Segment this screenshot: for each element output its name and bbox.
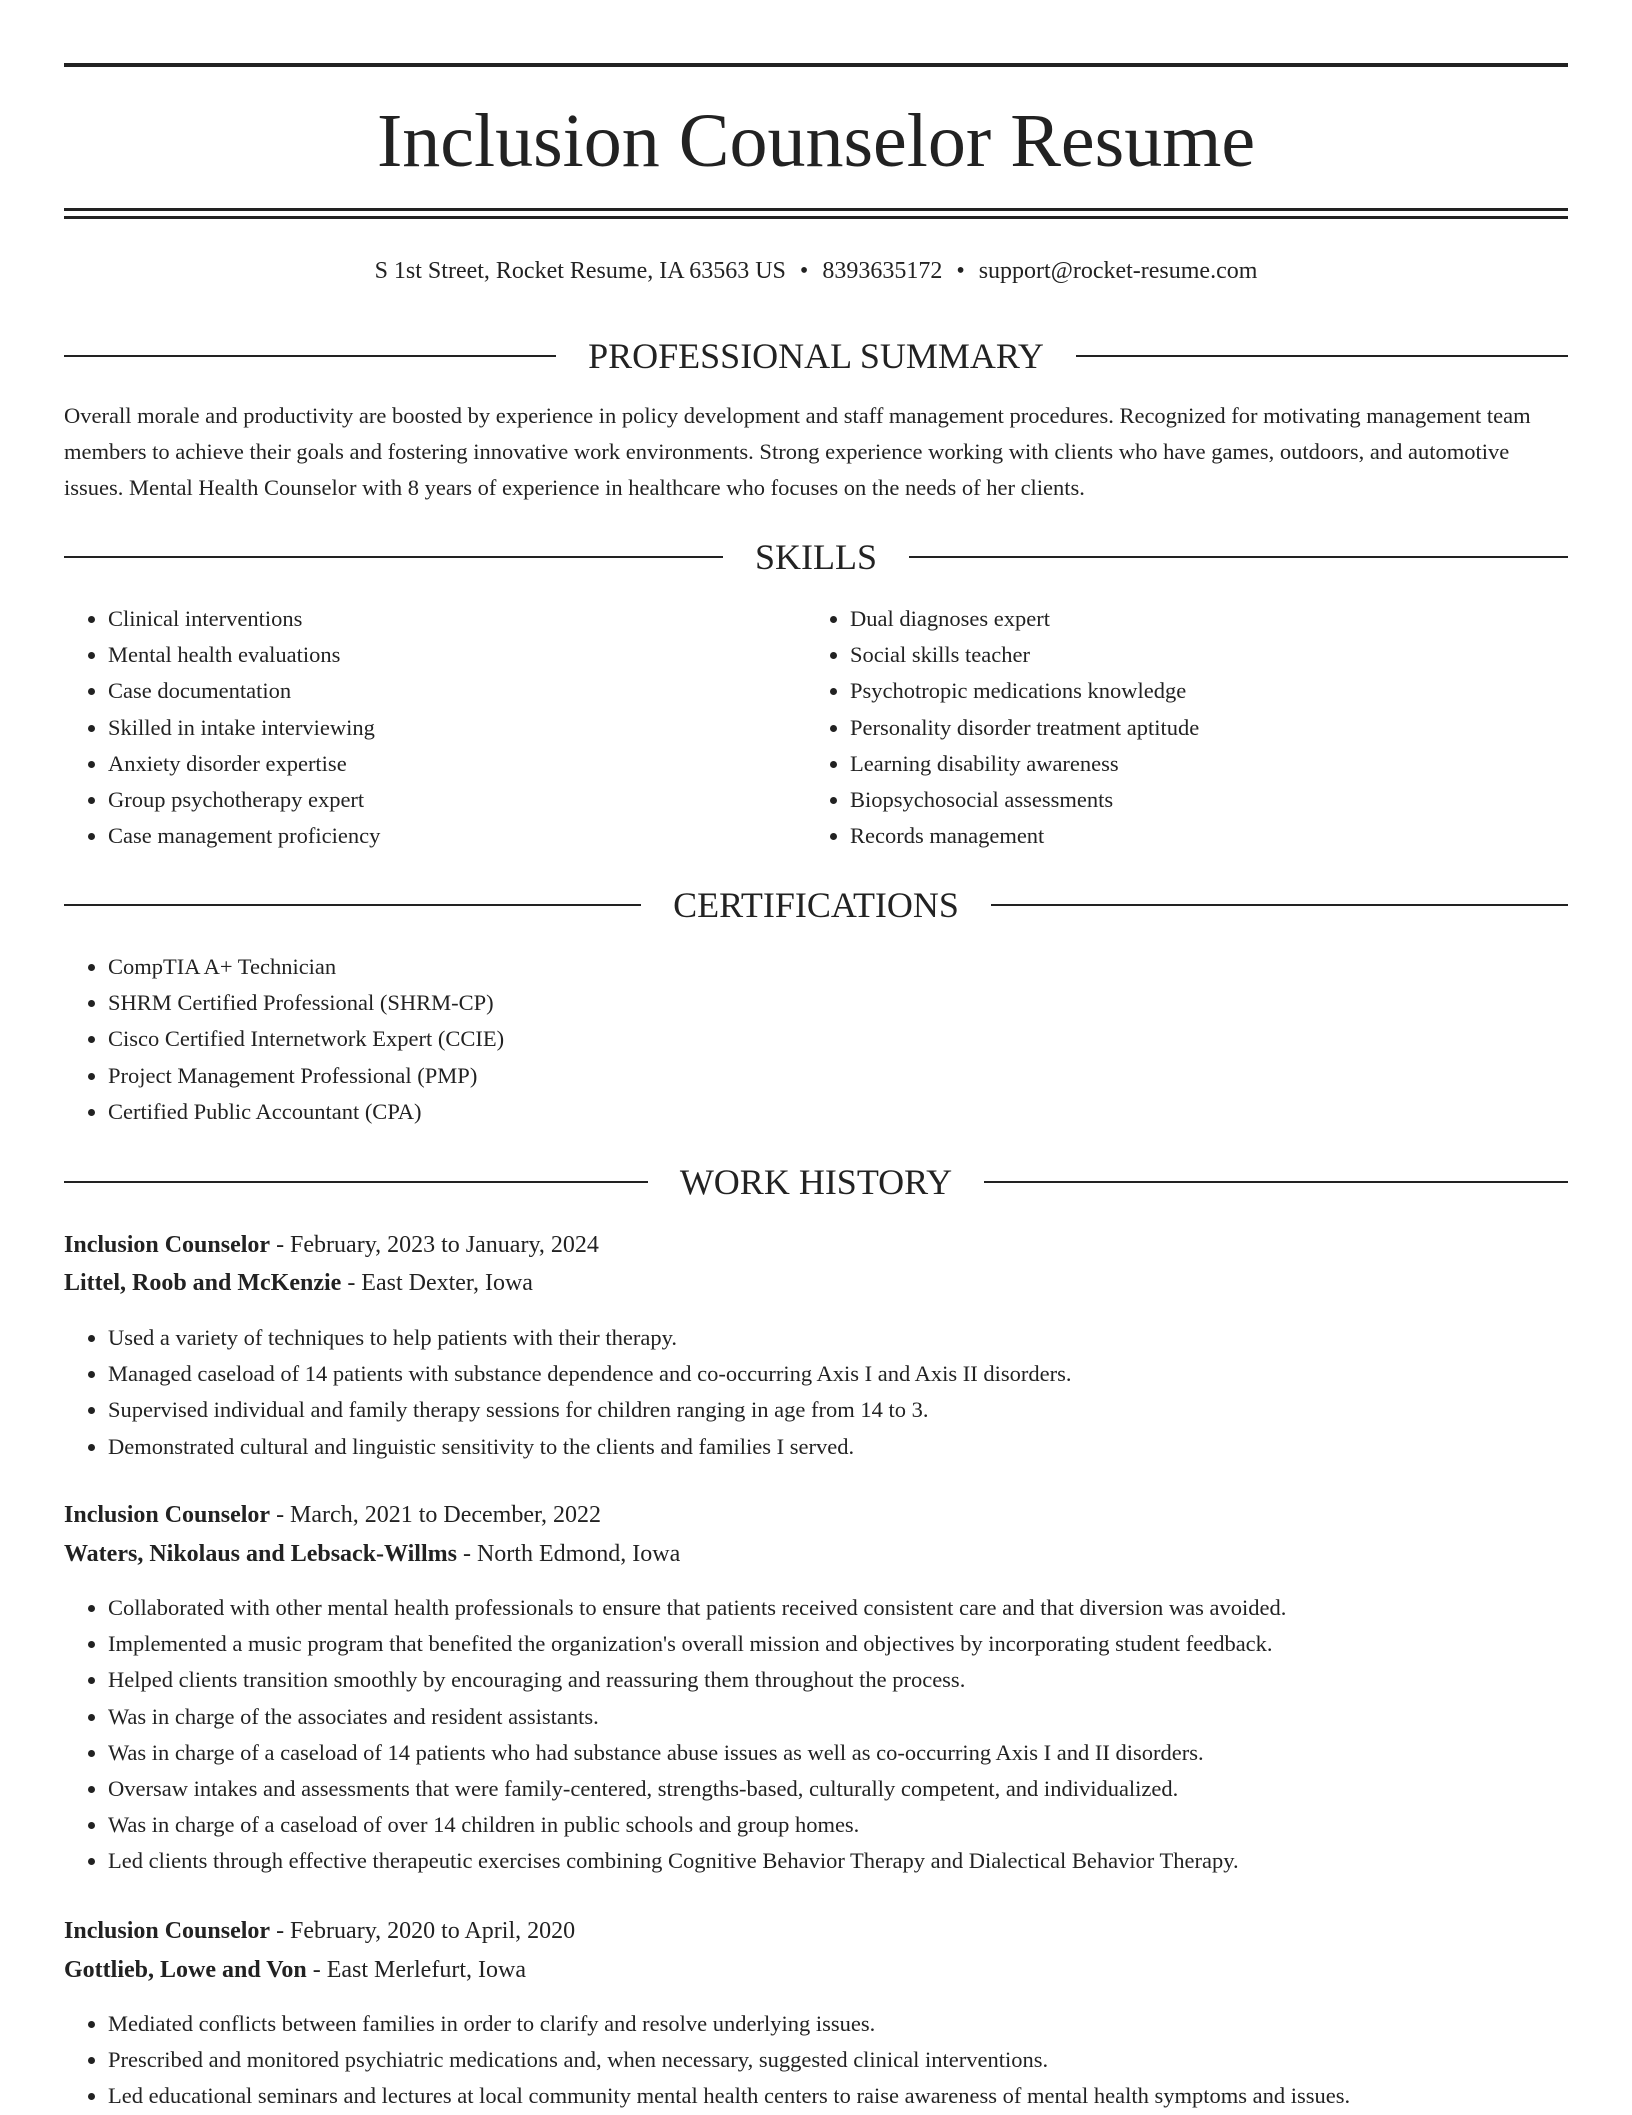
job-title: Inclusion Counselor <box>64 1232 271 1258</box>
title-underline-thick <box>64 208 1568 211</box>
list-item: • Oversaw intakes and assessments that were family-centered, strengths-based, culturally competent, and individualized. <box>108 1771 1608 1807</box>
list-item: • Prescribed and monitored psychiatric medications and, when necessary, suggested clinical interventions. <box>108 2042 1608 2078</box>
job-location: - North Edmond, Iowa <box>456 1541 681 1567</box>
heading-rule-right <box>909 556 1568 558</box>
contact-separator: • <box>956 258 965 284</box>
job-company: Gottlieb, Lowe and Von <box>64 1957 307 1983</box>
list-item: • Cisco Certified Internetwork Expert (CCIE) <box>108 1021 1608 1057</box>
list-item: • Case documentation <box>108 673 788 709</box>
work-history-heading-text: WORK HISTORY <box>679 1162 953 1202</box>
job-title: Inclusion Counselor <box>64 1502 271 1528</box>
list-item: • Group psychotherapy expert <box>108 782 788 818</box>
certifications-heading <box>64 885 1568 925</box>
list-item: • Case management proficiency <box>108 818 788 854</box>
list-item: • SHRM Certified Professional (SHRM-CP) <box>108 985 1608 1021</box>
list-item: • Implemented a music program that benefited the organization's overall mission and objectives by incorporating student feedback. <box>108 1626 1608 1662</box>
contact-email: support@rocket-resume.com <box>978 258 1258 284</box>
heading-rule-left <box>64 1181 648 1183</box>
contact-separator: • <box>799 258 809 284</box>
list-item: • Was in charge of a caseload of over 14 children in public schools and group homes. <box>108 1807 1608 1843</box>
heading-rule-right <box>1076 355 1568 357</box>
top-rule <box>64 63 1568 67</box>
summary-heading-text: PROFESSIONAL SUMMARY <box>588 336 1044 376</box>
contact-phone: 8393635172 <box>822 258 943 284</box>
skills-list-right <box>806 601 1610 854</box>
list-item: • Helped clients transition smoothly by encouraging and reassuring them throughout the process. <box>108 1662 1608 1698</box>
job-location: - East Merlefurt, Iowa <box>306 1957 526 1983</box>
list-item: • Records management <box>850 818 1610 854</box>
heading-rule-right <box>991 904 1568 906</box>
summary-heading <box>64 336 1568 376</box>
job-title-line <box>64 1230 1568 1260</box>
job-title: Inclusion Counselor <box>64 1918 271 1944</box>
job-company: Littel, Roob and McKenzie <box>64 1270 342 1296</box>
contact-line <box>0 256 1632 286</box>
list-item: • Psychotropic medications knowledge <box>850 673 1610 709</box>
job-title-line <box>64 1500 1568 1530</box>
job-dates: - February, 2020 to April, 2020 <box>270 1918 576 1944</box>
list-item: • Skilled in intake interviewing <box>108 710 788 746</box>
list-item: • Certified Public Accountant (CPA) <box>108 1094 1608 1130</box>
list-item: • Supervised individual and family therapy sessions for children ranging in age from 14 to 3. <box>108 1392 1608 1428</box>
job-dates: - February, 2023 to January, 2024 <box>270 1232 599 1258</box>
heading-rule-left <box>64 556 723 558</box>
heading-rule-left <box>64 904 641 906</box>
list-item: • CompTIA A+ Technician <box>108 949 1608 985</box>
list-item: • Demonstrated cultural and linguistic sensitivity to the clients and families I served. <box>108 1429 1608 1465</box>
certifications-heading-text: CERTIFICATIONS <box>673 885 959 925</box>
certifications-list <box>64 949 1608 1130</box>
skills-heading-text: SKILLS <box>755 537 878 577</box>
contact-address: S 1st Street, Rocket Resume, IA 63563 US <box>374 258 786 284</box>
summary-text: Overall morale and productivity are boosted by experience in policy development and staff management procedures. Recognized for motivating management team members to achieve their goals and fostering innovative work environments. Strong experience working with clients who have games, outdoors, and automotive issues. Mental Health Counselor with 8 years of experience in healthcare who focuses on the needs of her clients. <box>64 403 1531 500</box>
job-title-line <box>64 1916 1568 1946</box>
heading-rule-left <box>64 355 556 357</box>
list-item: • Project Management Professional (PMP) <box>108 1058 1608 1094</box>
heading-rule-right <box>984 1181 1568 1183</box>
page-title: Inclusion Counselor Resume <box>376 99 1256 183</box>
list-item: • Led clients through effective therapeutic exercises combining Cognitive Behavior Therapy and Dialectical Behavior Therapy. <box>108 1843 1608 1879</box>
list-item: • Led educational seminars and lectures at local community mental health centers to raise awareness of mental health symptoms and issues. <box>108 2078 1608 2114</box>
list-item: • Was in charge of the associates and resident assistants. <box>108 1699 1608 1735</box>
job-bullets <box>64 2006 1608 2115</box>
title-underline-thin <box>64 216 1568 219</box>
list-item: • Anxiety disorder expertise <box>108 746 788 782</box>
list-item: • Learning disability awareness <box>850 746 1610 782</box>
job-company-line <box>64 1539 1568 1569</box>
job-dates: - March, 2021 to December, 2022 <box>270 1502 601 1528</box>
skills-heading <box>64 537 1568 577</box>
job-company-line <box>64 1955 1568 1985</box>
list-item: • Mental health evaluations <box>108 637 788 673</box>
job-bullets <box>64 1590 1608 1880</box>
skills-list-left <box>64 601 788 854</box>
list-item: • Clinical interventions <box>108 601 788 637</box>
list-item: • Social skills teacher <box>850 637 1610 673</box>
job-company-line <box>64 1268 1568 1298</box>
job-company: Waters, Nikolaus and Lebsack-Willms <box>64 1541 457 1567</box>
list-item: • Personality disorder treatment aptitude <box>850 710 1610 746</box>
list-item: • Managed caseload of 14 patients with substance dependence and co-occurring Axis I and Axis II disorders. <box>108 1356 1608 1392</box>
list-item: • Used a variety of techniques to help patients with their therapy. <box>108 1320 1608 1356</box>
list-item: • Dual diagnoses expert <box>850 601 1610 637</box>
job-bullets <box>64 1320 1608 1465</box>
work-history-heading <box>64 1162 1568 1202</box>
list-item: • Biopsychosocial assessments <box>850 782 1610 818</box>
job-location: - East Dexter, Iowa <box>341 1270 533 1296</box>
list-item: • Collaborated with other mental health professionals to ensure that patients received consistent care and that diversion was avoided. <box>108 1590 1608 1626</box>
list-item: • Was in charge of a caseload of 14 patients who had substance abuse issues as well as co-occurring Axis I and II disorders. <box>108 1735 1608 1771</box>
list-item: • Mediated conflicts between families in order to clarify and resolve underlying issues. <box>108 2006 1608 2042</box>
